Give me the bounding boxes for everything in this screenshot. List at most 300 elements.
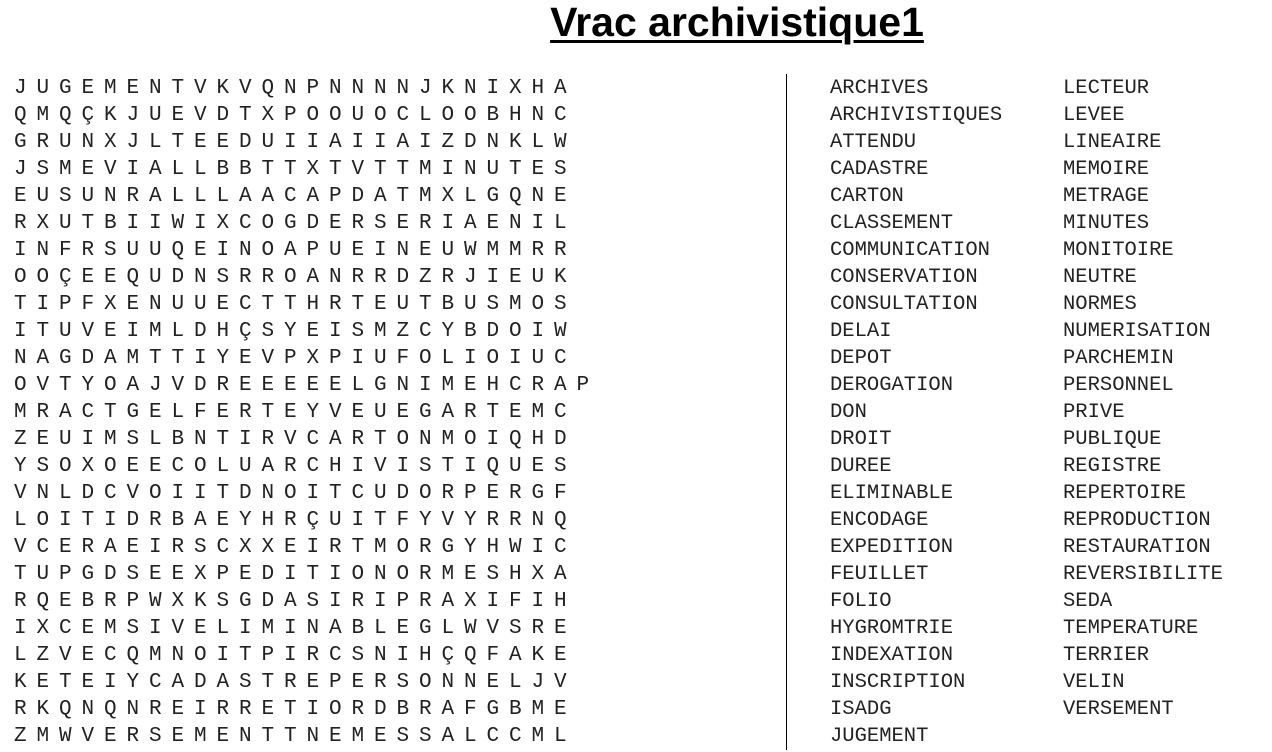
grid-letter: T bbox=[216, 428, 230, 451]
grid-letter: Q bbox=[126, 644, 140, 667]
grid-letter: G bbox=[486, 698, 500, 721]
grid-letter: I bbox=[283, 644, 297, 667]
grid-letter: M bbox=[531, 401, 545, 424]
grid-letter: N bbox=[148, 293, 162, 316]
grid-letter: E bbox=[373, 725, 387, 748]
grid-letter: D bbox=[193, 374, 207, 397]
grid-letter: V bbox=[193, 104, 207, 127]
word-list-item: TERRIER bbox=[1063, 644, 1150, 667]
grid-letter: M bbox=[351, 725, 365, 748]
grid-letter: R bbox=[463, 401, 477, 424]
grid-letter: O bbox=[283, 266, 297, 289]
grid-letter: U bbox=[373, 482, 387, 505]
grid-letter: N bbox=[283, 77, 297, 100]
grid-letter: C bbox=[306, 428, 320, 451]
grid-letter: T bbox=[283, 725, 297, 748]
grid-letter: P bbox=[328, 671, 342, 694]
grid-letter: I bbox=[13, 239, 27, 262]
grid-letter: Z bbox=[13, 428, 27, 451]
grid-letter: S bbox=[396, 671, 410, 694]
word-list-item: LINEAIRE bbox=[1063, 131, 1162, 154]
grid-letter: U bbox=[508, 455, 522, 478]
grid-letter: U bbox=[463, 293, 477, 316]
grid-letter: V bbox=[13, 482, 27, 505]
word-list-item: EXPEDITION bbox=[830, 536, 954, 559]
grid-letter: P bbox=[463, 482, 477, 505]
grid-letter: V bbox=[283, 428, 297, 451]
grid-letter: E bbox=[126, 455, 140, 478]
grid-letter: M bbox=[148, 320, 162, 343]
grid-row bbox=[9, 237, 594, 264]
grid-letter: E bbox=[261, 698, 275, 721]
grid-letter: E bbox=[193, 239, 207, 262]
grid-letter: E bbox=[13, 185, 27, 208]
grid-letter: Q bbox=[103, 698, 117, 721]
grid-letter: I bbox=[508, 347, 522, 370]
grid-letter: S bbox=[103, 239, 117, 262]
grid-letter: R bbox=[238, 401, 252, 424]
word-list-item: CADASTRE bbox=[830, 158, 929, 181]
grid-letter: H bbox=[486, 536, 500, 559]
grid-letter: I bbox=[126, 158, 140, 181]
grid-letter: A bbox=[441, 590, 455, 613]
grid-letter: D bbox=[553, 428, 567, 451]
grid-letter: W bbox=[553, 131, 567, 154]
grid-letter: O bbox=[441, 104, 455, 127]
grid-letter: R bbox=[418, 698, 432, 721]
grid-letter: A bbox=[36, 347, 50, 370]
grid-letter: I bbox=[283, 617, 297, 640]
grid-letter: L bbox=[193, 158, 207, 181]
grid-letter: O bbox=[36, 509, 50, 532]
grid-letter: N bbox=[531, 509, 545, 532]
grid-letter: Y bbox=[441, 320, 455, 343]
grid-letter: E bbox=[216, 401, 230, 424]
word-list-item: DON bbox=[830, 401, 867, 424]
grid-letter: U bbox=[171, 293, 185, 316]
grid-letter: N bbox=[373, 644, 387, 667]
grid-letter: N bbox=[238, 725, 252, 748]
grid-letter: T bbox=[351, 536, 365, 559]
grid-letter: C bbox=[553, 347, 567, 370]
grid-letter: X bbox=[238, 536, 252, 559]
grid-letter: P bbox=[576, 374, 590, 397]
grid-letter: A bbox=[553, 374, 567, 397]
grid-letter: O bbox=[328, 698, 342, 721]
grid-letter: V bbox=[553, 671, 567, 694]
grid-letter: R bbox=[373, 671, 387, 694]
grid-letter: E bbox=[283, 374, 297, 397]
grid-letter: U bbox=[36, 185, 50, 208]
grid-letter: N bbox=[193, 428, 207, 451]
grid-letter: M bbox=[103, 77, 117, 100]
grid-letter: C bbox=[216, 536, 230, 559]
grid-letter: H bbox=[486, 374, 500, 397]
grid-letter: Q bbox=[508, 185, 522, 208]
grid-letter: R bbox=[418, 212, 432, 235]
grid-letter: O bbox=[396, 563, 410, 586]
grid-letter: N bbox=[103, 185, 117, 208]
grid-letter: K bbox=[216, 77, 230, 100]
grid-letter: I bbox=[126, 320, 140, 343]
grid-letter: P bbox=[328, 347, 342, 370]
grid-letter: B bbox=[396, 698, 410, 721]
grid-letter: L bbox=[148, 131, 162, 154]
grid-letter: T bbox=[13, 293, 27, 316]
grid-letter: L bbox=[216, 185, 230, 208]
grid-letter: E bbox=[238, 374, 252, 397]
grid-letter: E bbox=[216, 293, 230, 316]
grid-letter: E bbox=[58, 536, 72, 559]
grid-letter: E bbox=[486, 671, 500, 694]
grid-row bbox=[9, 723, 594, 750]
grid-letter: U bbox=[58, 131, 72, 154]
grid-row bbox=[9, 534, 594, 561]
grid-letter: R bbox=[351, 428, 365, 451]
grid-letter: E bbox=[418, 239, 432, 262]
grid-row bbox=[9, 264, 594, 291]
grid-letter: M bbox=[441, 374, 455, 397]
grid-letter: E bbox=[396, 212, 410, 235]
grid-letter: O bbox=[351, 563, 365, 586]
grid-letter: A bbox=[148, 158, 162, 181]
grid-letter: B bbox=[103, 212, 117, 235]
grid-letter: T bbox=[441, 455, 455, 478]
grid-letter: I bbox=[193, 698, 207, 721]
grid-letter: B bbox=[441, 293, 455, 316]
grid-letter: O bbox=[13, 266, 27, 289]
grid-letter: G bbox=[238, 590, 252, 613]
grid-letter: O bbox=[508, 320, 522, 343]
grid-letter: F bbox=[396, 509, 410, 532]
grid-letter: N bbox=[351, 77, 365, 100]
word-list-item: PARCHEMIN bbox=[1063, 347, 1174, 370]
grid-letter: B bbox=[216, 158, 230, 181]
grid-letter: U bbox=[36, 77, 50, 100]
grid-letter: I bbox=[486, 77, 500, 100]
grid-letter: N bbox=[261, 482, 275, 505]
grid-letter: Ç bbox=[441, 644, 455, 667]
grid-letter: E bbox=[238, 347, 252, 370]
grid-letter: S bbox=[126, 563, 140, 586]
grid-letter: D bbox=[261, 563, 275, 586]
grid-letter: W bbox=[553, 320, 567, 343]
grid-letter: I bbox=[351, 347, 365, 370]
grid-letter: L bbox=[171, 401, 185, 424]
grid-letter: Q bbox=[463, 644, 477, 667]
grid-letter: E bbox=[103, 725, 117, 748]
grid-letter: E bbox=[351, 401, 365, 424]
grid-letter: V bbox=[373, 455, 387, 478]
grid-letter: I bbox=[193, 347, 207, 370]
grid-letter: W bbox=[58, 725, 72, 748]
word-list-item: CLASSEMENT bbox=[830, 212, 954, 235]
grid-letter: M bbox=[36, 104, 50, 127]
grid-letter: E bbox=[553, 698, 567, 721]
grid-letter: H bbox=[531, 77, 545, 100]
grid-letter: T bbox=[36, 320, 50, 343]
grid-letter: F bbox=[463, 698, 477, 721]
grid-letter: R bbox=[261, 266, 275, 289]
grid-letter: T bbox=[508, 158, 522, 181]
grid-letter: Z bbox=[418, 266, 432, 289]
grid-letter: G bbox=[373, 374, 387, 397]
word-list-item: JUGEMENT bbox=[830, 725, 929, 748]
grid-letter: A bbox=[306, 266, 320, 289]
grid-letter: T bbox=[283, 293, 297, 316]
grid-letter: N bbox=[531, 185, 545, 208]
grid-letter: U bbox=[58, 428, 72, 451]
grid-letter: R bbox=[306, 644, 320, 667]
grid-letter: R bbox=[531, 239, 545, 262]
grid-letter: I bbox=[216, 239, 230, 262]
grid-letter: A bbox=[441, 725, 455, 748]
grid-letter: P bbox=[306, 239, 320, 262]
grid-letter: Y bbox=[306, 401, 320, 424]
grid-letter: C bbox=[508, 374, 522, 397]
grid-letter: L bbox=[508, 671, 522, 694]
grid-letter: U bbox=[148, 239, 162, 262]
grid-letter: X bbox=[103, 293, 117, 316]
grid-letter: A bbox=[261, 185, 275, 208]
grid-letter: R bbox=[486, 509, 500, 532]
grid-letter: I bbox=[531, 536, 545, 559]
grid-row bbox=[9, 453, 594, 480]
word-list-item: LECTEUR bbox=[1063, 77, 1150, 100]
grid-letter: E bbox=[508, 401, 522, 424]
grid-letter: S bbox=[193, 536, 207, 559]
grid-letter: V bbox=[126, 482, 140, 505]
grid-letter: N bbox=[306, 725, 320, 748]
grid-letter: T bbox=[58, 671, 72, 694]
grid-letter: O bbox=[396, 428, 410, 451]
grid-letter: I bbox=[58, 509, 72, 532]
grid-letter: L bbox=[553, 212, 567, 235]
word-list-item: REPRODUCTION bbox=[1063, 509, 1211, 532]
grid-letter: M bbox=[531, 698, 545, 721]
grid-letter: L bbox=[58, 482, 72, 505]
grid-letter: R bbox=[328, 536, 342, 559]
grid-letter: I bbox=[463, 347, 477, 370]
grid-row bbox=[9, 669, 594, 696]
grid-letter: T bbox=[103, 401, 117, 424]
grid-row bbox=[9, 102, 594, 129]
grid-letter: S bbox=[486, 293, 500, 316]
grid-letter: P bbox=[328, 185, 342, 208]
grid-letter: S bbox=[148, 725, 162, 748]
grid-letter: B bbox=[463, 320, 477, 343]
grid-letter: M bbox=[373, 536, 387, 559]
grid-letter: S bbox=[553, 455, 567, 478]
grid-letter: E bbox=[306, 320, 320, 343]
grid-letter: I bbox=[306, 698, 320, 721]
grid-letter: I bbox=[193, 212, 207, 235]
grid-letter: N bbox=[373, 563, 387, 586]
grid-letter: C bbox=[306, 455, 320, 478]
grid-letter: V bbox=[351, 158, 365, 181]
grid-letter: K bbox=[553, 266, 567, 289]
word-list-item: NUMERISATION bbox=[1063, 320, 1211, 343]
word-list-item: DROIT bbox=[830, 428, 892, 451]
word-list-item: REPERTOIRE bbox=[1063, 482, 1187, 505]
grid-letter: S bbox=[58, 185, 72, 208]
grid-letter: J bbox=[13, 77, 27, 100]
grid-letter: U bbox=[238, 455, 252, 478]
grid-letter: I bbox=[193, 482, 207, 505]
grid-letter: M bbox=[418, 185, 432, 208]
grid-letter: R bbox=[351, 698, 365, 721]
grid-letter: N bbox=[463, 158, 477, 181]
grid-letter: U bbox=[148, 104, 162, 127]
grid-letter: N bbox=[328, 77, 342, 100]
grid-letter: T bbox=[351, 293, 365, 316]
grid-letter: A bbox=[328, 131, 342, 154]
grid-letter: J bbox=[463, 266, 477, 289]
grid-row bbox=[9, 129, 594, 156]
grid-letter: S bbox=[351, 644, 365, 667]
grid-letter: G bbox=[58, 77, 72, 100]
grid-letter: E bbox=[531, 158, 545, 181]
grid-letter: E bbox=[553, 185, 567, 208]
grid-letter: I bbox=[81, 428, 95, 451]
grid-row bbox=[9, 345, 594, 372]
grid-letter: V bbox=[58, 644, 72, 667]
grid-letter: M bbox=[58, 158, 72, 181]
grid-row bbox=[9, 696, 594, 723]
grid-letter: V bbox=[13, 536, 27, 559]
grid-letter: U bbox=[36, 563, 50, 586]
letter-grid bbox=[9, 75, 594, 750]
grid-letter: E bbox=[373, 293, 387, 316]
grid-letter: G bbox=[418, 401, 432, 424]
grid-letter: K bbox=[103, 104, 117, 127]
grid-letter: F bbox=[486, 644, 500, 667]
grid-letter: N bbox=[238, 239, 252, 262]
grid-letter: R bbox=[418, 590, 432, 613]
grid-letter: J bbox=[418, 77, 432, 100]
grid-letter: I bbox=[328, 563, 342, 586]
grid-letter: E bbox=[328, 212, 342, 235]
grid-letter: W bbox=[171, 212, 185, 235]
grid-letter: R bbox=[373, 266, 387, 289]
grid-letter: N bbox=[463, 77, 477, 100]
grid-letter: R bbox=[81, 536, 95, 559]
grid-letter: D bbox=[373, 698, 387, 721]
grid-letter: S bbox=[261, 320, 275, 343]
word-list-item: ARCHIVISTIQUES bbox=[830, 104, 1003, 127]
grid-letter: E bbox=[463, 563, 477, 586]
grid-letter: M bbox=[103, 617, 117, 640]
grid-letter: I bbox=[103, 671, 117, 694]
grid-letter: R bbox=[13, 590, 27, 613]
grid-letter: I bbox=[396, 644, 410, 667]
grid-letter: N bbox=[171, 644, 185, 667]
grid-letter: S bbox=[486, 563, 500, 586]
grid-letter: A bbox=[103, 536, 117, 559]
grid-letter: S bbox=[508, 617, 522, 640]
grid-letter: U bbox=[328, 509, 342, 532]
grid-letter: A bbox=[508, 644, 522, 667]
grid-letter: N bbox=[13, 347, 27, 370]
grid-letter: O bbox=[418, 482, 432, 505]
grid-letter: A bbox=[441, 401, 455, 424]
grid-letter: Ç bbox=[58, 266, 72, 289]
grid-letter: N bbox=[396, 374, 410, 397]
grid-letter: U bbox=[328, 239, 342, 262]
grid-letter: R bbox=[351, 590, 365, 613]
grid-letter: O bbox=[328, 104, 342, 127]
grid-letter: D bbox=[306, 212, 320, 235]
grid-letter: U bbox=[351, 104, 365, 127]
grid-letter: L bbox=[553, 725, 567, 748]
grid-letter: P bbox=[58, 293, 72, 316]
grid-letter: Ç bbox=[306, 509, 320, 532]
grid-letter: A bbox=[306, 185, 320, 208]
grid-letter: T bbox=[373, 158, 387, 181]
grid-letter: J bbox=[126, 104, 140, 127]
grid-letter: L bbox=[463, 725, 477, 748]
grid-letter: O bbox=[396, 536, 410, 559]
grid-letter: C bbox=[238, 212, 252, 235]
grid-letter: I bbox=[283, 131, 297, 154]
grid-letter: Y bbox=[126, 671, 140, 694]
grid-letter: E bbox=[328, 725, 342, 748]
grid-letter: A bbox=[373, 185, 387, 208]
grid-letter: A bbox=[441, 698, 455, 721]
grid-letter: S bbox=[553, 158, 567, 181]
grid-letter: U bbox=[373, 347, 387, 370]
grid-letter: H bbox=[418, 644, 432, 667]
grid-letter: O bbox=[261, 212, 275, 235]
word-list-item: ARCHIVES bbox=[830, 77, 929, 100]
grid-letter: E bbox=[306, 671, 320, 694]
grid-letter: T bbox=[261, 401, 275, 424]
word-list-item: REGISTRE bbox=[1063, 455, 1162, 478]
grid-letter: D bbox=[351, 185, 365, 208]
grid-letter: A bbox=[171, 671, 185, 694]
grid-letter: E bbox=[193, 131, 207, 154]
grid-letter: G bbox=[531, 482, 545, 505]
grid-letter: H bbox=[508, 104, 522, 127]
grid-letter: I bbox=[148, 212, 162, 235]
word-list-item: FOLIO bbox=[830, 590, 892, 613]
grid-letter: R bbox=[283, 455, 297, 478]
grid-letter: X bbox=[36, 617, 50, 640]
grid-letter: I bbox=[306, 482, 320, 505]
grid-letter: D bbox=[126, 509, 140, 532]
grid-letter: T bbox=[373, 428, 387, 451]
grid-letter: N bbox=[193, 266, 207, 289]
grid-letter: E bbox=[126, 77, 140, 100]
grid-letter: P bbox=[306, 77, 320, 100]
grid-letter: Y bbox=[463, 536, 477, 559]
grid-letter: I bbox=[283, 563, 297, 586]
word-list-item: ATTENDU bbox=[830, 131, 917, 154]
grid-letter: B bbox=[81, 590, 95, 613]
grid-letter: N bbox=[396, 239, 410, 262]
grid-letter: L bbox=[13, 509, 27, 532]
grid-letter: T bbox=[261, 158, 275, 181]
grid-letter: U bbox=[81, 185, 95, 208]
grid-letter: E bbox=[261, 374, 275, 397]
grid-letter: I bbox=[13, 617, 27, 640]
grid-letter: E bbox=[306, 374, 320, 397]
grid-letter: X bbox=[261, 104, 275, 127]
grid-letter: I bbox=[441, 212, 455, 235]
grid-letter: C bbox=[58, 617, 72, 640]
grid-letter: S bbox=[216, 266, 230, 289]
grid-letter: B bbox=[486, 104, 500, 127]
